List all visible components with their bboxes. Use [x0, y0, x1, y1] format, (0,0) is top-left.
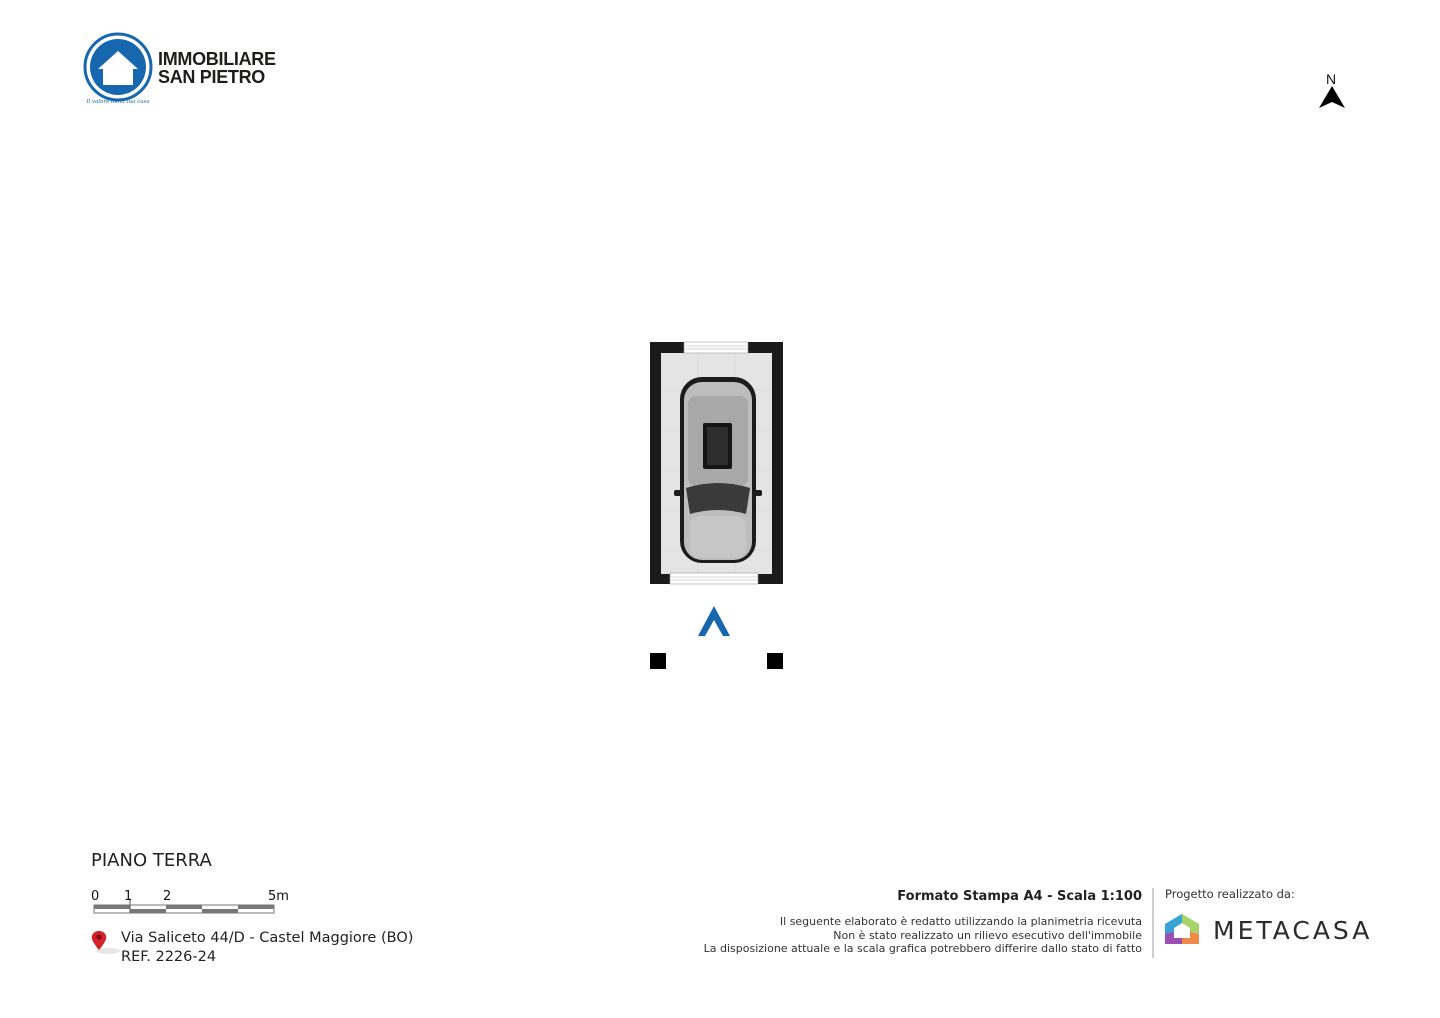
- top-window: [684, 342, 748, 353]
- note-line: Il seguente elaborato è redatto utilizzando la planimetria ricevuta: [779, 915, 1142, 928]
- property-reference: REF. 2226-24: [121, 949, 217, 965]
- metacasa-logo-icon: [1162, 912, 1202, 948]
- scale-bar: [88, 888, 288, 918]
- scale-label-1: 1: [124, 889, 133, 904]
- scale-label-0: 0: [91, 889, 100, 904]
- garage-door: [670, 573, 758, 584]
- logo-wordmark: [158, 50, 276, 86]
- disclaimer-notes: [704, 915, 1142, 956]
- north-label: N: [1326, 71, 1337, 87]
- location-pin-icon: [90, 930, 124, 956]
- scale-label-2: 2: [163, 889, 172, 904]
- entrance-arrow-icon: [698, 606, 730, 636]
- car-icon: [674, 377, 762, 563]
- pillar-right: [767, 653, 783, 669]
- pillar-left: [650, 653, 666, 669]
- footer-divider: [1152, 888, 1154, 958]
- logo-line1: IMMOBILIARE: [158, 49, 276, 69]
- north-arrow-icon: [1314, 70, 1350, 112]
- credit-label: Progetto realizzato da:: [1165, 887, 1295, 901]
- print-format-label: Formato Stampa A4 - Scala 1:100: [897, 889, 1142, 904]
- floor-name: PIANO TERRA: [91, 850, 212, 871]
- metacasa-wordmark: METACASA: [1213, 916, 1373, 945]
- logo-tagline: Il valore della tua casa: [86, 99, 150, 105]
- logo-line2: SAN PIETRO: [158, 67, 266, 87]
- property-address: Via Saliceto 44/D - Castel Maggiore (BO): [121, 930, 414, 946]
- note-line: Non è stato realizzato un rilievo esecutivo dell'immobile: [833, 928, 1142, 942]
- note-line: La disposizione attuale e la scala grafica potrebbero differire dallo stato di fatto: [703, 942, 1142, 955]
- floor-plan: [640, 330, 800, 680]
- scale-label-5: 5m: [268, 889, 289, 904]
